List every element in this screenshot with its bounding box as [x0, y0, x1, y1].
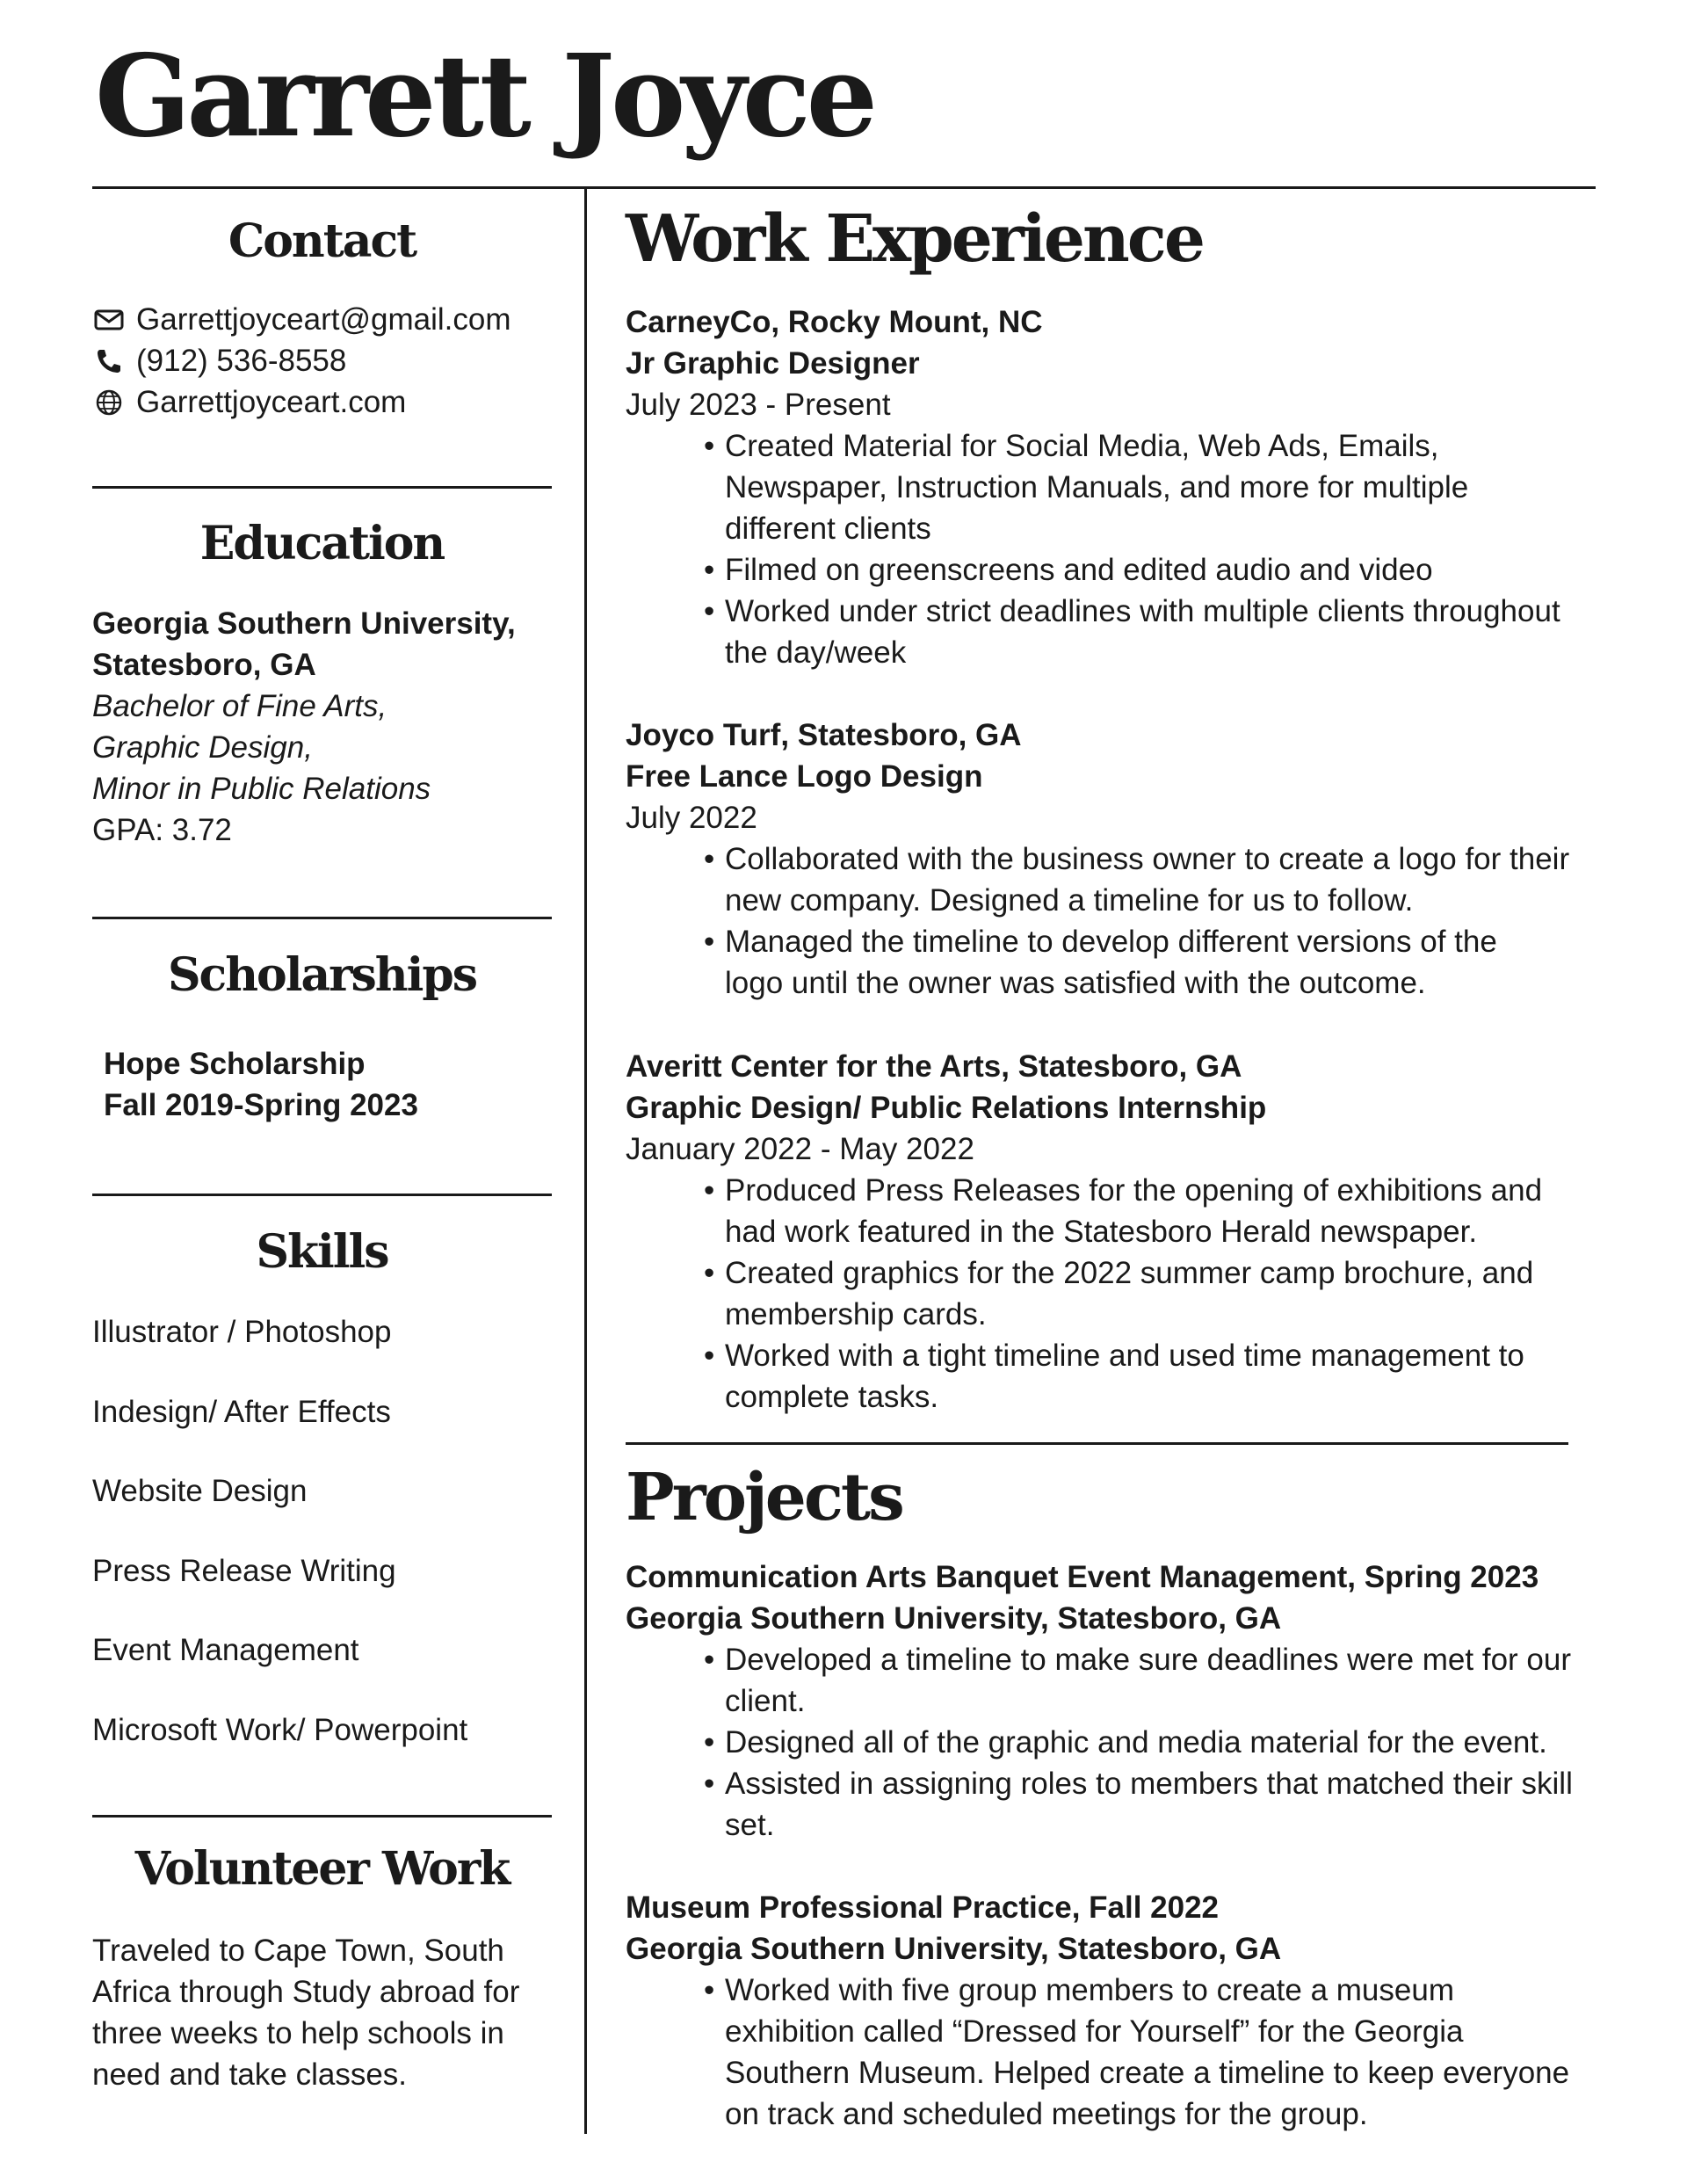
project-entry	[626, 1556, 1601, 1846]
education-gpa: GPA: 3.72	[92, 813, 232, 847]
education-degree-line3: Minor in Public Relations	[92, 772, 431, 806]
education-divider	[92, 917, 552, 919]
job-bullets	[626, 838, 1601, 1004]
bullet-item: • Worked under strict deadlines with multiple clients throughout the day/week	[725, 591, 1601, 673]
bullet-item: • Worked with a tight timeline and used time management to complete tasks.	[725, 1335, 1601, 1418]
job-title: Free Lance Logo Design	[626, 759, 983, 794]
education-school-line2: Statesboro, GA	[92, 648, 316, 682]
bullet-item: • Worked with five group members to create a museum exhibition called “Dressed for Yourself” for the Georgia Southern Museum. Helped create a timeline to keep everyone on track and scheduled meetings for the group.	[725, 1970, 1601, 2135]
job-entry	[626, 301, 1601, 673]
contact-website-text: Garrettjoyceart.com	[136, 384, 407, 419]
scholarship-entry	[104, 1043, 552, 1126]
bullet-item: • Filmed on greenscreens and edited audio and video	[725, 549, 1601, 591]
skill-item: Press Release Writing	[92, 1553, 396, 1588]
work-experience-heading: Work Experience	[626, 201, 1203, 277]
bullet-item: • Created graphics for the 2022 summer camp brochure, and membership cards.	[725, 1252, 1601, 1335]
contact-heading: Contact	[228, 214, 416, 268]
education-degree-line2: Graphic Design,	[92, 730, 313, 765]
resume-name: Garrett Joyce	[95, 31, 874, 163]
skill-item: Website Design	[92, 1474, 308, 1508]
bullet-item: • Created Material for Social Media, Web Ads, Emails, Newspaper, Instruction Manuals, and more for multiple different clients	[725, 425, 1601, 549]
project-entry	[626, 1887, 1601, 2135]
header-divider	[92, 186, 1596, 189]
volunteer-line: Africa through Study abroad for	[92, 1975, 520, 2009]
volunteer-heading: Volunteer Work	[134, 1842, 510, 1896]
bullet-item: • Developed a timeline to make sure deadlines were met for our client.	[725, 1639, 1601, 1722]
column-divider	[584, 188, 587, 2134]
contact-divider	[92, 486, 552, 489]
volunteer-line: need and take classes.	[92, 2057, 408, 2092]
bullet-item: • Managed the timeline to develop different versions of the logo until the owner was satisfied with the outcome.	[725, 921, 1601, 1004]
mail-icon	[92, 299, 126, 340]
skills-list	[92, 1311, 467, 1789]
project-name: Museum Professional Practice, Fall 2022	[626, 1890, 1220, 1925]
contact-email[interactable]	[92, 299, 510, 340]
contact-phone[interactable]	[92, 340, 510, 381]
scholarship-dates: Fall 2019-Spring 2023	[104, 1088, 418, 1122]
job-title: Graphic Design/ Public Relations Internship	[626, 1091, 1267, 1125]
globe-icon	[92, 381, 126, 423]
job-entry	[626, 1046, 1601, 1418]
contact-phone-text: (912) 536-8558	[136, 343, 347, 378]
bullet-item: • Collaborated with the business owner to create a logo for their new company. Designed a timeline for us to follow.	[725, 838, 1601, 921]
job-company: CarneyCo, Rocky Mount, NC	[626, 305, 1043, 339]
project-bullets	[626, 1639, 1601, 1846]
scholarship-name: Hope Scholarship	[104, 1047, 366, 1081]
bullet-item: • Designed all of the graphic and media material for the event.	[725, 1722, 1601, 1763]
job-dates: July 2022	[626, 801, 757, 835]
job-entry	[626, 715, 1601, 1004]
contact-website[interactable]	[92, 381, 510, 423]
job-dates: January 2022 - May 2022	[626, 1132, 974, 1166]
job-title: Jr Graphic Designer	[626, 346, 920, 381]
skill-item: Microsoft Work/ Powerpoint	[92, 1712, 468, 1747]
contact-email-text: Garrettjoyceart@gmail.com	[136, 301, 511, 337]
volunteer-line: three weeks to help schools in	[92, 2016, 504, 2050]
skill-item: Indesign/ After Effects	[92, 1394, 391, 1429]
skills-heading: Skills	[256, 1225, 388, 1279]
bullet-item: • Assisted in assigning roles to members that matched their skill set.	[725, 1763, 1601, 1846]
education-degree-line1: Bachelor of Fine Arts,	[92, 689, 387, 723]
projects-heading: Projects	[626, 1460, 902, 1535]
volunteer-line: Traveled to Cape Town, South	[92, 1934, 504, 1968]
scholarships-divider	[92, 1194, 552, 1196]
job-company: Averitt Center for the Arts, Statesboro, GA	[626, 1049, 1242, 1084]
skill-item: Illustrator / Photoshop	[92, 1315, 392, 1349]
project-location: Georgia Southern University, Statesboro, GA	[626, 1601, 1282, 1636]
education-heading: Education	[199, 517, 445, 570]
education-entry	[92, 603, 567, 851]
education-school-line1: Georgia Southern University,	[92, 606, 516, 641]
phone-icon	[92, 340, 126, 381]
work-projects-divider	[626, 1442, 1568, 1445]
skill-item: Event Management	[92, 1633, 359, 1667]
contact-list	[92, 299, 510, 423]
job-dates: July 2023 - Present	[626, 388, 891, 422]
skills-divider	[92, 1815, 552, 1818]
scholarships-heading: Scholarships	[167, 948, 477, 1002]
bullet-item: • Produced Press Releases for the opening of exhibitions and had work featured in the Statesboro Herald newspaper.	[725, 1170, 1601, 1252]
job-company: Joyco Turf, Statesboro, GA	[626, 718, 1022, 752]
project-bullets	[626, 1970, 1601, 2135]
project-location: Georgia Southern University, Statesboro, GA	[626, 1932, 1282, 1966]
project-name: Communication Arts Banquet Event Management, Spring 2023	[626, 1560, 1539, 1594]
job-bullets	[626, 425, 1601, 673]
volunteer-text	[92, 1930, 571, 2095]
job-bullets	[626, 1170, 1601, 1418]
